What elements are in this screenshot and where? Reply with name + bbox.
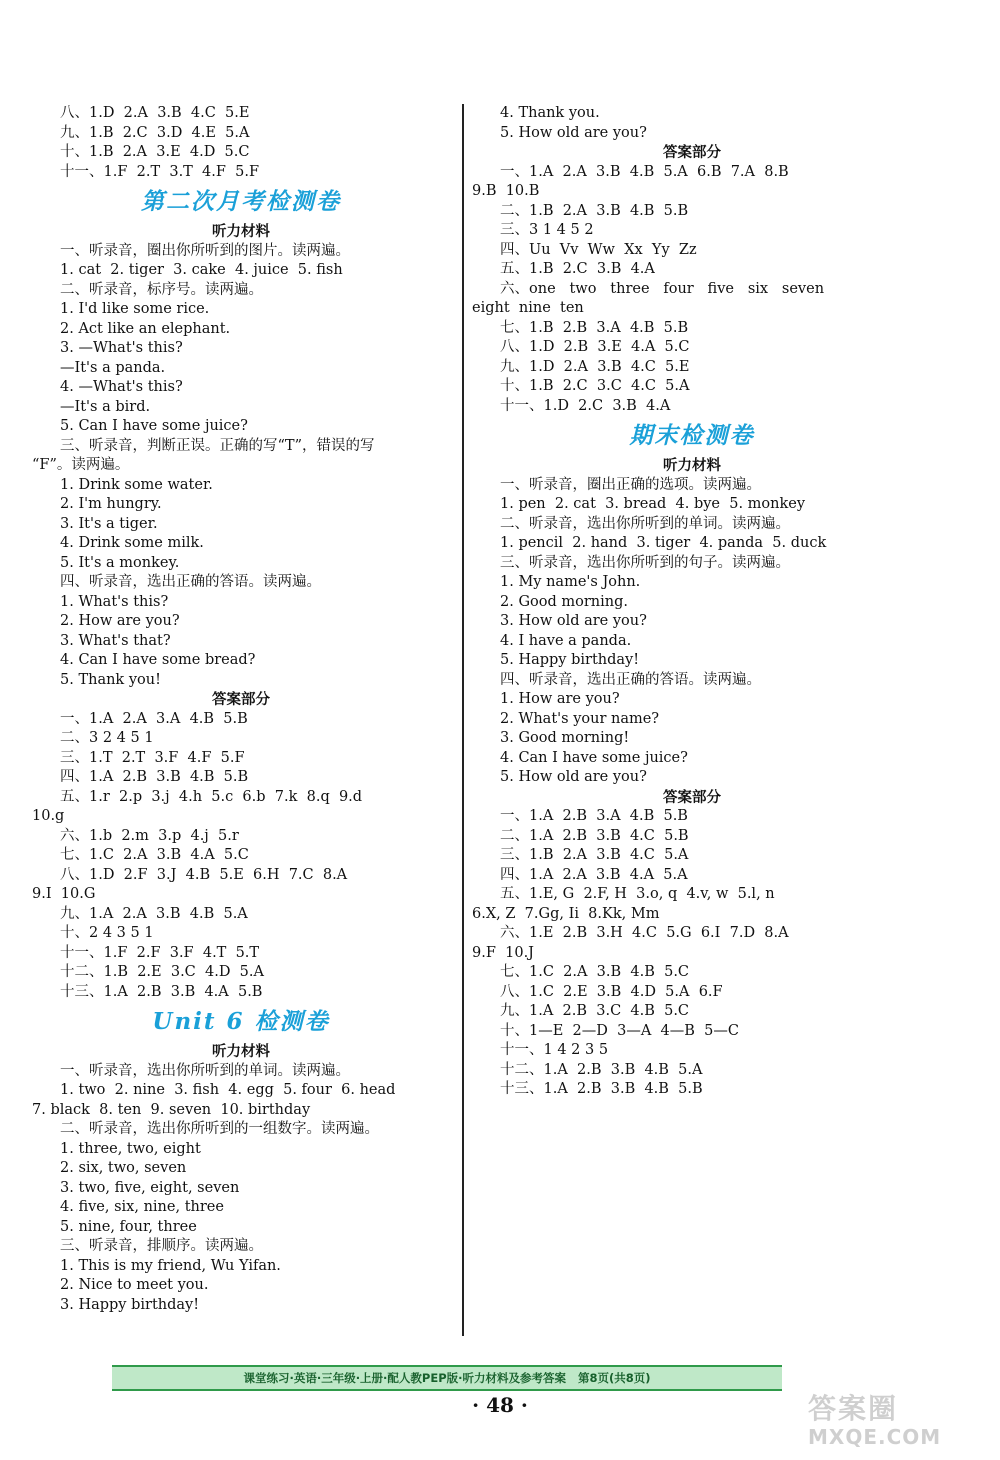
page-number: · 48 · <box>472 1393 528 1417</box>
text-line: 3. two, five, eight, seven <box>60 1179 240 1196</box>
section-title: Unit 6 检测卷 <box>152 1008 330 1035</box>
text-line: 十一、1.F 2.T 3.T 4.F 5.F <box>60 163 260 180</box>
subsection-heading: 听力材料 <box>212 1043 270 1060</box>
watermark-mark: 答案圈 <box>808 1392 899 1425</box>
text-line: 4. Can I have some juice? <box>500 749 688 766</box>
text-line: 一、1.A 2.B 3.A 4.B 5.B <box>500 808 688 824</box>
subsection-heading: 答案部分 <box>212 691 270 708</box>
subsection-heading: 答案部分 <box>663 788 721 806</box>
text-line: 1. I'd like some rice. <box>60 301 210 317</box>
text-line: 2. How are you? <box>60 613 180 629</box>
text-line: 五、1.E, G 2.F, H 3.o, q 4.v, w 5.l, n <box>500 886 775 902</box>
section-title: 期末检测卷 <box>629 422 755 449</box>
text-line: 5. How old are you? <box>500 769 647 785</box>
text-line: 六、1.E 2.B 3.H 4.C 5.G 6.I 7.D 8.A <box>500 925 789 941</box>
text-line: 四、1.A 2.B 3.B 4.B 5.B <box>60 769 249 785</box>
text-line: 4. Thank you. <box>500 105 600 121</box>
text-line: 十一、1.F 2.F 3.F 4.T 5.T <box>60 944 260 961</box>
text-line: 7. black 8. ten 9. seven 10. birthday <box>32 1101 311 1118</box>
text-line: 十二、1.A 2.B 3.B 4.B 5.A <box>500 1061 703 1078</box>
text-line: 四、听录音，选出正确的答语。读两遍。 <box>60 574 321 590</box>
text-line: —It's a bird. <box>60 398 151 415</box>
text-line: 十三、1.A 2.B 3.B 4.A 5.B <box>60 983 263 1000</box>
text-line: 3. It's a tiger. <box>60 515 158 532</box>
text-line: 一、听录音，选出你所听到的单词。读两遍。 <box>60 1062 350 1079</box>
text-line: 三、听录音，判断正误。正确的写“T”，错误的写 <box>60 437 375 454</box>
text-line: 九、1.A 2.A 3.B 4.B 5.A <box>60 905 248 922</box>
text-line: 六、one two three four five six seven <box>500 280 825 297</box>
text-line: 5. How old are you? <box>500 124 647 141</box>
text-line: 1. This is my friend, Wu Yifan. <box>60 1257 281 1274</box>
text-line: 二、听录音，选出你所听到的单词。读两遍。 <box>500 515 790 532</box>
text-line: 1. two 2. nine 3. fish 4. egg 5. four 6. head <box>60 1082 396 1098</box>
subsection-heading: 听力材料 <box>212 223 270 240</box>
text-line: 十、1.B 2.C 3.C 4.C 5.A <box>500 378 690 394</box>
text-line: 一、听录音，圈出你所听到的图片。读两遍。 <box>60 242 350 259</box>
text-line: 2. Nice to meet you. <box>60 1277 209 1293</box>
section-title: 第二次月考检测卷 <box>141 188 341 215</box>
text-line: 5. Can I have some juice? <box>60 418 248 434</box>
text-line: 2. I'm hungry. <box>60 496 162 512</box>
text-line: 八、1.D 2.A 3.B 4.C 5.E <box>60 105 250 121</box>
text-line: 4. —What's this? <box>60 379 183 395</box>
text-line: 二、3 2 4 5 1 <box>60 730 154 746</box>
text-line: 十三、1.A 2.B 3.B 4.B 5.B <box>500 1081 703 1097</box>
text-line: 十、2 4 3 5 1 <box>60 925 154 941</box>
text-line: 2. Act like an elephant. <box>60 320 231 337</box>
text-line: 一、1.A 2.A 3.B 4.B 5.A 6.B 7.A 8.B <box>500 163 789 180</box>
text-line: 六、1.b 2.m 3.p 4.j 5.r <box>60 827 239 844</box>
text-line: 十二、1.B 2.E 3.C 4.D 5.A <box>60 964 264 980</box>
text-line: 1. What's this? <box>60 593 169 610</box>
right-column <box>472 104 912 1100</box>
text-line: 三、1.B 2.A 3.B 4.C 5.A <box>500 847 689 863</box>
subsection-heading: 答案部分 <box>663 144 721 161</box>
text-line: 5. nine, four, three <box>60 1218 197 1235</box>
text-line: 2. six, two, seven <box>60 1160 187 1176</box>
text-line: 9.F 10.J <box>472 944 534 961</box>
text-line: 4. Drink some milk. <box>60 535 204 551</box>
text-line: 三、3 1 4 5 2 <box>500 222 594 238</box>
text-line: eight nine ten <box>472 300 584 316</box>
text-line: 十一、1.D 2.C 3.B 4.A <box>500 397 671 414</box>
text-line: 1. My name's John. <box>500 574 641 590</box>
text-line: 九、1.B 2.C 3.D 4.E 5.A <box>60 124 250 141</box>
text-line: “F”。读两遍。 <box>32 457 130 473</box>
text-line: 3. What's that? <box>60 632 171 649</box>
text-line: 4. five, six, nine, three <box>60 1199 224 1215</box>
text-line: 1. How are you? <box>500 691 620 707</box>
text-line: 二、听录音，选出你所听到的一组数字。读两遍。 <box>60 1121 379 1137</box>
text-line: 9.B 10.B <box>472 183 540 199</box>
text-line: 四、1.A 2.A 3.B 4.A 5.A <box>500 866 688 883</box>
text-line: 一、1.A 2.A 3.A 4.B 5.B <box>60 710 248 727</box>
watermark-url: MXQE.COM <box>808 1425 942 1449</box>
text-line: 9.I 10.G <box>32 886 96 902</box>
text-line: 5. Thank you! <box>60 671 161 688</box>
text-line: 3. Happy birthday! <box>60 1296 200 1313</box>
text-line: 4. Can I have some bread? <box>60 652 256 668</box>
text-line: 6.X, Z 7.Gg, Ii 8.Kk, Mm <box>472 905 660 922</box>
text-line: 十、1.B 2.A 3.E 4.D 5.C <box>60 144 250 160</box>
text-line: 十、1—E 2—D 3—A 4—B 5—C <box>500 1022 739 1039</box>
text-line: 1. pencil 2. hand 3. tiger 4. panda 5. duck <box>500 535 827 551</box>
watermark-logo <box>808 1392 988 1452</box>
text-line: 1. cat 2. tiger 3. cake 4. juice 5. fish <box>60 262 343 278</box>
subsection-heading: 听力材料 <box>663 457 721 474</box>
text-line: 八、1.D 2.F 3.J 4.B 5.E 6.H 7.C 8.A <box>60 866 348 883</box>
text-line: 3. How old are you? <box>500 613 647 629</box>
text-line: 八、1.C 2.E 3.B 4.D 5.A 6.F <box>500 983 723 1000</box>
text-line: 七、1.B 2.B 3.A 4.B 5.B <box>500 319 689 336</box>
text-line: 二、1.B 2.A 3.B 4.B 5.B <box>500 202 689 219</box>
text-line: 七、1.C 2.A 3.B 4.B 5.C <box>500 964 690 980</box>
text-line: 四、听录音，选出正确的答语。读两遍。 <box>500 671 761 688</box>
left-column <box>32 104 450 1315</box>
text-line: 九、1.A 2.B 3.C 4.B 5.C <box>500 1003 690 1019</box>
text-line: 一、听录音，圈出正确的选项。读两遍。 <box>500 476 761 493</box>
text-line: 七、1.C 2.A 3.B 4.A 5.C <box>60 847 249 863</box>
text-line: 2. Good morning. <box>500 593 628 610</box>
footer-band: 课堂练习·英语·三年级·上册·配人教PEP版·听力材料及参考答案 第8页(共8页) <box>112 1365 782 1391</box>
text-line: 二、听录音，标序号。读两遍。 <box>60 281 263 298</box>
text-line: 3. —What's this? <box>60 340 183 356</box>
text-line: 1. three, two, eight <box>60 1140 201 1157</box>
text-line: 1. Drink some water. <box>60 476 213 493</box>
text-line: 3. Good morning! <box>500 730 630 746</box>
text-line: 五、1.r 2.p 3.j 4.h 5.c 6.b 7.k 8.q 9.d <box>60 788 363 805</box>
text-line: 二、1.A 2.B 3.B 4.C 5.B <box>500 827 689 844</box>
text-line: 5. It's a monkey. <box>60 554 180 571</box>
text-line: 九、1.D 2.A 3.B 4.C 5.E <box>500 358 690 375</box>
text-line: 三、听录音，选出你所听到的句子。读两遍。 <box>500 554 790 571</box>
text-line: 2. What's your name? <box>500 710 660 727</box>
text-line: 三、听录音，排顺序。读两遍。 <box>60 1238 263 1254</box>
text-line: 5. Happy birthday! <box>500 652 640 668</box>
text-line: 四、Uu Vv Ww Xx Yy Zz <box>500 241 697 258</box>
text-line: —It's a panda. <box>60 359 166 376</box>
text-line: 1. pen 2. cat 3. bread 4. bye 5. monkey <box>500 496 806 512</box>
text-line: 八、1.D 2.B 3.E 4.A 5.C <box>500 339 690 355</box>
text-line: 五、1.B 2.C 3.B 4.A <box>500 261 655 277</box>
column-divider <box>462 104 464 1336</box>
text-line: 三、1.T 2.T 3.F 4.F 5.F <box>60 749 245 766</box>
text-line: 4. I have a panda. <box>500 632 632 649</box>
text-line: 十一、1 4 2 3 5 <box>500 1042 609 1058</box>
text-line: 10.g <box>32 808 65 824</box>
